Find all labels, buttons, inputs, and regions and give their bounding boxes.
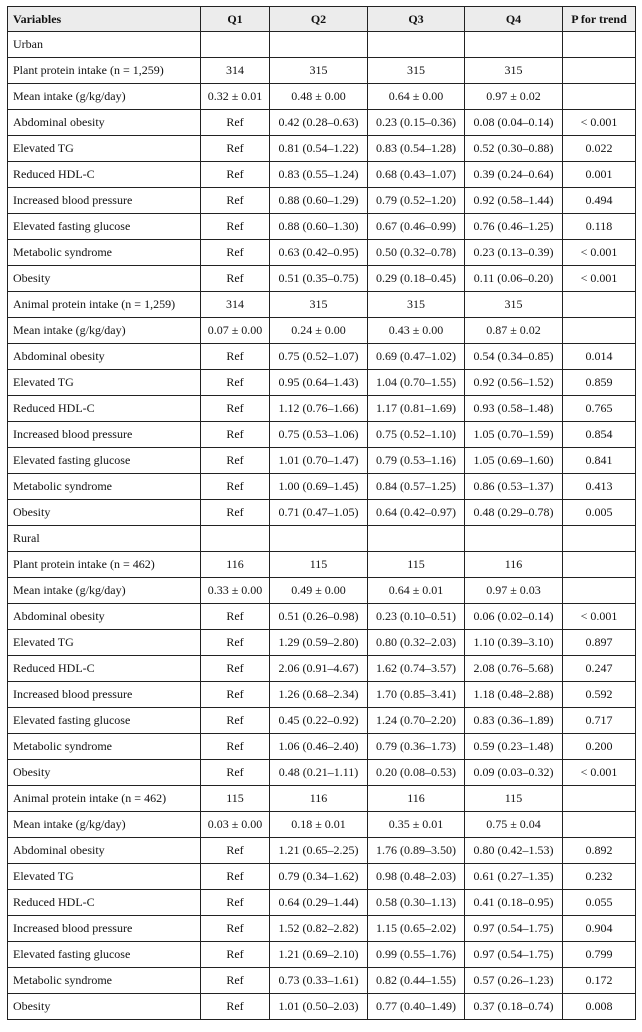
cell-q2: 1.00 (0.69–1.45) xyxy=(270,474,368,500)
cell-q4 xyxy=(465,32,563,58)
table-row xyxy=(8,656,636,682)
cell-q3: 1.76 (0.89–3.50) xyxy=(368,838,465,864)
cell-q3: 0.68 (0.43–1.07) xyxy=(368,162,465,188)
header-q1: Q1 xyxy=(201,7,270,32)
table-row xyxy=(8,838,636,864)
cell-p-for-trend: 0.232 xyxy=(563,864,636,890)
cell-q2: 0.49 ± 0.00 xyxy=(270,578,368,604)
table-row xyxy=(8,344,636,370)
header-q3: Q3 xyxy=(368,7,465,32)
table-row xyxy=(8,188,636,214)
cell-q1: Ref xyxy=(201,604,270,630)
cell-variable: Elevated TG xyxy=(8,370,201,396)
cell-q1: Ref xyxy=(201,266,270,292)
cell-p-for-trend: < 0.001 xyxy=(563,240,636,266)
table-row xyxy=(8,812,636,838)
cell-q2: 0.95 (0.64–1.43) xyxy=(270,370,368,396)
cell-q3: 315 xyxy=(368,292,465,318)
cell-q4: 0.37 (0.18–0.74) xyxy=(465,994,563,1020)
cell-q1: 314 xyxy=(201,58,270,84)
cell-q2: 0.48 (0.21–1.11) xyxy=(270,760,368,786)
cell-q2 xyxy=(270,32,368,58)
cell-q4: 0.97 ± 0.03 xyxy=(465,578,563,604)
table-row xyxy=(8,370,636,396)
cell-q1: Ref xyxy=(201,370,270,396)
cell-p-for-trend xyxy=(563,292,636,318)
cell-q4: 0.08 (0.04–0.14) xyxy=(465,110,563,136)
cell-q1: Ref xyxy=(201,656,270,682)
cell-q4: 0.11 (0.06–0.20) xyxy=(465,266,563,292)
cell-variable: Obesity xyxy=(8,266,201,292)
cell-p-for-trend: 0.717 xyxy=(563,708,636,734)
cell-q2: 0.45 (0.22–0.92) xyxy=(270,708,368,734)
cell-q1: Ref xyxy=(201,838,270,864)
cell-q4: 0.92 (0.58–1.44) xyxy=(465,188,563,214)
cell-q4: 0.61 (0.27–1.35) xyxy=(465,864,563,890)
cell-p-for-trend: 0.413 xyxy=(563,474,636,500)
cell-q3: 0.23 (0.10–0.51) xyxy=(368,604,465,630)
cell-q4: 0.09 (0.03–0.32) xyxy=(465,760,563,786)
cell-p-for-trend: 0.854 xyxy=(563,422,636,448)
cell-q3: 0.75 (0.52–1.10) xyxy=(368,422,465,448)
cell-variable: Mean intake (g/kg/day) xyxy=(8,812,201,838)
cell-q4: 0.75 ± 0.04 xyxy=(465,812,563,838)
cell-q4: 0.48 (0.29–0.78) xyxy=(465,500,563,526)
cell-q2: 1.52 (0.82–2.82) xyxy=(270,916,368,942)
cell-q3: 1.70 (0.85–3.41) xyxy=(368,682,465,708)
cell-q4: 0.39 (0.24–0.64) xyxy=(465,162,563,188)
cell-q4: 0.57 (0.26–1.23) xyxy=(465,968,563,994)
table-row xyxy=(8,760,636,786)
cell-p-for-trend: 0.200 xyxy=(563,734,636,760)
cell-q2: 0.88 (0.60–1.29) xyxy=(270,188,368,214)
cell-p-for-trend: 0.055 xyxy=(563,890,636,916)
cell-variable: Elevated TG xyxy=(8,864,201,890)
cell-q2: 0.51 (0.35–0.75) xyxy=(270,266,368,292)
cell-q2: 0.71 (0.47–1.05) xyxy=(270,500,368,526)
cell-q3: 1.04 (0.70–1.55) xyxy=(368,370,465,396)
cell-q1: Ref xyxy=(201,890,270,916)
table-row xyxy=(8,84,636,110)
cell-p-for-trend: 0.008 xyxy=(563,994,636,1020)
cell-p-for-trend: 0.765 xyxy=(563,396,636,422)
cell-q3: 0.99 (0.55–1.76) xyxy=(368,942,465,968)
table-row xyxy=(8,864,636,890)
cell-p-for-trend: < 0.001 xyxy=(563,760,636,786)
cell-q1: Ref xyxy=(201,396,270,422)
cell-variable: Reduced HDL-C xyxy=(8,162,201,188)
cell-p-for-trend: 0.859 xyxy=(563,370,636,396)
cell-q2: 0.18 ± 0.01 xyxy=(270,812,368,838)
cell-q4: 1.10 (0.39–3.10) xyxy=(465,630,563,656)
cell-variable: Rural xyxy=(8,526,201,552)
cell-p-for-trend xyxy=(563,318,636,344)
cell-p-for-trend: 0.892 xyxy=(563,838,636,864)
cell-q3: 0.79 (0.52–1.20) xyxy=(368,188,465,214)
cell-q1: Ref xyxy=(201,110,270,136)
table-row xyxy=(8,318,636,344)
cell-q3: 315 xyxy=(368,58,465,84)
cell-p-for-trend xyxy=(563,526,636,552)
table-row xyxy=(8,994,636,1020)
cell-q2: 0.48 ± 0.00 xyxy=(270,84,368,110)
cell-q4: 0.76 (0.46–1.25) xyxy=(465,214,563,240)
cell-q1: Ref xyxy=(201,734,270,760)
table-row xyxy=(8,58,636,84)
cell-variable: Animal protein intake (n = 462) xyxy=(8,786,201,812)
cell-q3: 0.69 (0.47–1.02) xyxy=(368,344,465,370)
table-row xyxy=(8,578,636,604)
table-body xyxy=(8,32,636,1020)
cell-q4: 0.97 ± 0.02 xyxy=(465,84,563,110)
cell-variable: Elevated fasting glucose xyxy=(8,942,201,968)
cell-p-for-trend xyxy=(563,552,636,578)
table-row xyxy=(8,136,636,162)
cell-q4: 0.93 (0.58–1.48) xyxy=(465,396,563,422)
cell-p-for-trend: 0.172 xyxy=(563,968,636,994)
table-row xyxy=(8,500,636,526)
cell-q4: 0.97 (0.54–1.75) xyxy=(465,942,563,968)
cell-p-for-trend: 0.001 xyxy=(563,162,636,188)
cell-p-for-trend: 0.014 xyxy=(563,344,636,370)
cell-q2: 1.29 (0.59–2.80) xyxy=(270,630,368,656)
cell-q2: 2.06 (0.91–4.67) xyxy=(270,656,368,682)
table-row xyxy=(8,682,636,708)
cell-p-for-trend: 0.904 xyxy=(563,916,636,942)
cell-variable: Increased blood pressure xyxy=(8,188,201,214)
cell-variable: Increased blood pressure xyxy=(8,682,201,708)
cell-variable: Metabolic syndrome xyxy=(8,240,201,266)
cell-q3: 0.43 ± 0.00 xyxy=(368,318,465,344)
cell-variable: Elevated fasting glucose xyxy=(8,708,201,734)
cell-q2: 0.88 (0.60–1.30) xyxy=(270,214,368,240)
cell-variable: Plant protein intake (n = 462) xyxy=(8,552,201,578)
header-variables: Variables xyxy=(8,7,201,32)
cell-variable: Metabolic syndrome xyxy=(8,474,201,500)
cell-q4: 315 xyxy=(465,58,563,84)
cell-q1: 0.33 ± 0.00 xyxy=(201,578,270,604)
cell-variable: Abdominal obesity xyxy=(8,604,201,630)
cell-p-for-trend: 0.005 xyxy=(563,500,636,526)
cell-q1: Ref xyxy=(201,630,270,656)
cell-p-for-trend: < 0.001 xyxy=(563,266,636,292)
cell-q1: 116 xyxy=(201,552,270,578)
cell-q4: 0.41 (0.18–0.95) xyxy=(465,890,563,916)
cell-q4: 0.23 (0.13–0.39) xyxy=(465,240,563,266)
cell-q1: Ref xyxy=(201,240,270,266)
cell-q1: Ref xyxy=(201,214,270,240)
cell-q3: 0.79 (0.36–1.73) xyxy=(368,734,465,760)
table-row xyxy=(8,708,636,734)
header-q4: Q4 xyxy=(465,7,563,32)
table-row xyxy=(8,422,636,448)
cell-q3 xyxy=(368,32,465,58)
table-row xyxy=(8,448,636,474)
cell-q4: 0.59 (0.23–1.48) xyxy=(465,734,563,760)
cell-variable: Plant protein intake (n = 1,259) xyxy=(8,58,201,84)
cell-q2: 1.01 (0.70–1.47) xyxy=(270,448,368,474)
cell-variable: Animal protein intake (n = 1,259) xyxy=(8,292,201,318)
cell-q3: 116 xyxy=(368,786,465,812)
cell-q4: 1.18 (0.48–2.88) xyxy=(465,682,563,708)
cell-variable: Abdominal obesity xyxy=(8,838,201,864)
cell-q1: Ref xyxy=(201,474,270,500)
cell-q2: 0.64 (0.29–1.44) xyxy=(270,890,368,916)
cell-p-for-trend xyxy=(563,32,636,58)
cell-q2: 1.06 (0.46–2.40) xyxy=(270,734,368,760)
cell-q2: 116 xyxy=(270,786,368,812)
cell-q4: 0.80 (0.42–1.53) xyxy=(465,838,563,864)
table-row xyxy=(8,630,636,656)
cell-q3: 0.29 (0.18–0.45) xyxy=(368,266,465,292)
results-table xyxy=(7,6,636,1020)
cell-q4: 0.54 (0.34–0.85) xyxy=(465,344,563,370)
cell-q1: Ref xyxy=(201,760,270,786)
cell-q1: Ref xyxy=(201,448,270,474)
cell-p-for-trend xyxy=(563,812,636,838)
cell-q1: Ref xyxy=(201,162,270,188)
cell-q4: 1.05 (0.69–1.60) xyxy=(465,448,563,474)
cell-q2: 0.83 (0.55–1.24) xyxy=(270,162,368,188)
table-row xyxy=(8,942,636,968)
cell-p-for-trend: < 0.001 xyxy=(563,604,636,630)
cell-q3: 0.20 (0.08–0.53) xyxy=(368,760,465,786)
table-row xyxy=(8,916,636,942)
table-row xyxy=(8,214,636,240)
cell-p-for-trend: 0.897 xyxy=(563,630,636,656)
cell-p-for-trend: 0.841 xyxy=(563,448,636,474)
cell-q1: Ref xyxy=(201,942,270,968)
cell-q2: 0.75 (0.52–1.07) xyxy=(270,344,368,370)
cell-p-for-trend xyxy=(563,786,636,812)
cell-q2: 0.24 ± 0.00 xyxy=(270,318,368,344)
cell-q2: 0.63 (0.42–0.95) xyxy=(270,240,368,266)
cell-p-for-trend: 0.022 xyxy=(563,136,636,162)
cell-q2: 0.79 (0.34–1.62) xyxy=(270,864,368,890)
cell-q4: 0.06 (0.02–0.14) xyxy=(465,604,563,630)
cell-q1: Ref xyxy=(201,708,270,734)
cell-p-for-trend xyxy=(563,84,636,110)
table-row xyxy=(8,890,636,916)
cell-variable: Mean intake (g/kg/day) xyxy=(8,318,201,344)
cell-q4: 1.05 (0.70–1.59) xyxy=(465,422,563,448)
cell-p-for-trend xyxy=(563,58,636,84)
cell-q3: 0.64 (0.42–0.97) xyxy=(368,500,465,526)
cell-q1: 0.03 ± 0.00 xyxy=(201,812,270,838)
table-row xyxy=(8,162,636,188)
cell-q2: 0.75 (0.53–1.06) xyxy=(270,422,368,448)
cell-variable: Obesity xyxy=(8,760,201,786)
cell-q4: 0.52 (0.30–0.88) xyxy=(465,136,563,162)
cell-q4: 0.92 (0.56–1.52) xyxy=(465,370,563,396)
table-row xyxy=(8,474,636,500)
table-row xyxy=(8,552,636,578)
table-row xyxy=(8,396,636,422)
cell-q3: 1.62 (0.74–3.57) xyxy=(368,656,465,682)
cell-p-for-trend: 0.799 xyxy=(563,942,636,968)
cell-q1: 115 xyxy=(201,786,270,812)
table-header xyxy=(8,7,636,32)
table-row xyxy=(8,604,636,630)
cell-q1 xyxy=(201,32,270,58)
cell-q3: 0.77 (0.40–1.49) xyxy=(368,994,465,1020)
cell-variable: Urban xyxy=(8,32,201,58)
cell-q4 xyxy=(465,526,563,552)
cell-q2: 115 xyxy=(270,552,368,578)
cell-q3: 0.83 (0.54–1.28) xyxy=(368,136,465,162)
cell-q1: Ref xyxy=(201,188,270,214)
cell-q4: 2.08 (0.76–5.68) xyxy=(465,656,563,682)
cell-q2 xyxy=(270,526,368,552)
cell-q3: 0.84 (0.57–1.25) xyxy=(368,474,465,500)
cell-q4: 116 xyxy=(465,552,563,578)
table-row xyxy=(8,786,636,812)
cell-variable: Elevated TG xyxy=(8,136,201,162)
cell-q3: 1.24 (0.70–2.20) xyxy=(368,708,465,734)
cell-q3: 0.58 (0.30–1.13) xyxy=(368,890,465,916)
cell-variable: Increased blood pressure xyxy=(8,916,201,942)
cell-q3: 0.23 (0.15–0.36) xyxy=(368,110,465,136)
cell-q1: Ref xyxy=(201,682,270,708)
cell-q3: 0.79 (0.53–1.16) xyxy=(368,448,465,474)
cell-variable: Mean intake (g/kg/day) xyxy=(8,578,201,604)
cell-p-for-trend: 0.118 xyxy=(563,214,636,240)
table-row xyxy=(8,110,636,136)
cell-q2: 1.26 (0.68–2.34) xyxy=(270,682,368,708)
table-row xyxy=(8,968,636,994)
table-row xyxy=(8,292,636,318)
cell-q3: 0.80 (0.32–2.03) xyxy=(368,630,465,656)
cell-q4: 315 xyxy=(465,292,563,318)
cell-q3: 0.64 ± 0.01 xyxy=(368,578,465,604)
cell-q1: Ref xyxy=(201,916,270,942)
cell-variable: Abdominal obesity xyxy=(8,344,201,370)
cell-q3: 1.15 (0.65–2.02) xyxy=(368,916,465,942)
cell-q1: Ref xyxy=(201,422,270,448)
cell-variable: Obesity xyxy=(8,994,201,1020)
table-row xyxy=(8,32,636,58)
cell-q1: Ref xyxy=(201,136,270,162)
cell-p-for-trend: 0.494 xyxy=(563,188,636,214)
cell-q3 xyxy=(368,526,465,552)
cell-variable: Mean intake (g/kg/day) xyxy=(8,84,201,110)
cell-variable: Reduced HDL-C xyxy=(8,396,201,422)
cell-q3: 0.82 (0.44–1.55) xyxy=(368,968,465,994)
cell-q4: 0.97 (0.54–1.75) xyxy=(465,916,563,942)
cell-q3: 0.35 ± 0.01 xyxy=(368,812,465,838)
cell-q4: 115 xyxy=(465,786,563,812)
cell-q4: 0.83 (0.36–1.89) xyxy=(465,708,563,734)
cell-q1: 0.32 ± 0.01 xyxy=(201,84,270,110)
cell-p-for-trend: 0.592 xyxy=(563,682,636,708)
cell-variable: Metabolic syndrome xyxy=(8,734,201,760)
cell-q1: Ref xyxy=(201,994,270,1020)
cell-q1: 314 xyxy=(201,292,270,318)
cell-q1 xyxy=(201,526,270,552)
cell-q4: 0.87 ± 0.02 xyxy=(465,318,563,344)
cell-q2: 315 xyxy=(270,292,368,318)
cell-q3: 0.98 (0.48–2.03) xyxy=(368,864,465,890)
cell-q1: Ref xyxy=(201,864,270,890)
cell-q2: 315 xyxy=(270,58,368,84)
cell-q2: 0.51 (0.26–0.98) xyxy=(270,604,368,630)
cell-q3: 115 xyxy=(368,552,465,578)
cell-q2: 1.21 (0.65–2.25) xyxy=(270,838,368,864)
cell-variable: Metabolic syndrome xyxy=(8,968,201,994)
cell-q2: 1.21 (0.69–2.10) xyxy=(270,942,368,968)
cell-q1: Ref xyxy=(201,500,270,526)
cell-q3: 0.64 ± 0.00 xyxy=(368,84,465,110)
cell-p-for-trend: 0.247 xyxy=(563,656,636,682)
header-row xyxy=(8,7,636,32)
header-q2: Q2 xyxy=(270,7,368,32)
cell-variable: Abdominal obesity xyxy=(8,110,201,136)
table-row xyxy=(8,526,636,552)
cell-variable: Reduced HDL-C xyxy=(8,656,201,682)
cell-variable: Reduced HDL-C xyxy=(8,890,201,916)
cell-q4: 0.86 (0.53–1.37) xyxy=(465,474,563,500)
table-row xyxy=(8,734,636,760)
table-row xyxy=(8,240,636,266)
cell-variable: Increased blood pressure xyxy=(8,422,201,448)
cell-q2: 0.73 (0.33–1.61) xyxy=(270,968,368,994)
cell-q1: Ref xyxy=(201,968,270,994)
cell-q3: 0.67 (0.46–0.99) xyxy=(368,214,465,240)
cell-p-for-trend xyxy=(563,578,636,604)
cell-q2: 1.01 (0.50–2.03) xyxy=(270,994,368,1020)
header-p-for-trend: P for trend xyxy=(563,7,636,32)
cell-variable: Elevated fasting glucose xyxy=(8,448,201,474)
cell-q2: 0.81 (0.54–1.22) xyxy=(270,136,368,162)
cell-q3: 1.17 (0.81–1.69) xyxy=(368,396,465,422)
cell-q2: 1.12 (0.76–1.66) xyxy=(270,396,368,422)
cell-q1: Ref xyxy=(201,344,270,370)
cell-variable: Obesity xyxy=(8,500,201,526)
cell-q1: 0.07 ± 0.00 xyxy=(201,318,270,344)
cell-q3: 0.50 (0.32–0.78) xyxy=(368,240,465,266)
cell-p-for-trend: < 0.001 xyxy=(563,110,636,136)
cell-q2: 0.42 (0.28–0.63) xyxy=(270,110,368,136)
table-row xyxy=(8,266,636,292)
cell-variable: Elevated fasting glucose xyxy=(8,214,201,240)
cell-variable: Elevated TG xyxy=(8,630,201,656)
